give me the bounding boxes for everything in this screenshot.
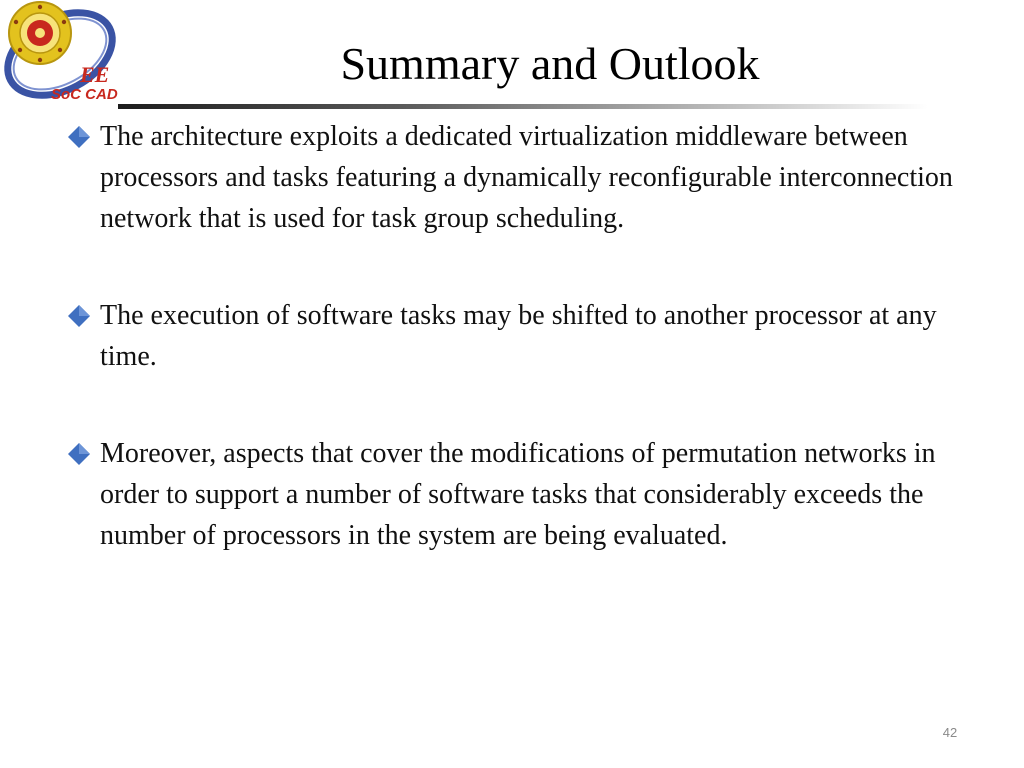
list-item bbox=[64, 433, 974, 556]
bullet-list bbox=[64, 116, 974, 612]
bullet-text: The execution of software tasks may be shifted to another processor at any time. bbox=[100, 300, 937, 372]
ee-soc-cad-logo bbox=[0, 0, 125, 108]
diamond-bullet-icon bbox=[67, 442, 91, 466]
diamond-bullet-icon bbox=[67, 125, 91, 149]
title-divider bbox=[118, 104, 928, 109]
bullet-text: Moreover, aspects that cover the modifications of permutation networks in order to support a number of software tasks that considerably exceeds the number of processors in the system are being evaluated. bbox=[100, 438, 936, 551]
list-item bbox=[64, 116, 974, 239]
slide-number: 42 bbox=[942, 725, 958, 740]
list-item bbox=[64, 295, 974, 377]
bullet-text: The architecture exploits a dedicated virtualization middleware between processors and tasks featuring a dynamically reconfigurable interconnection network that is used for task group scheduling. bbox=[100, 121, 953, 234]
diamond-bullet-icon bbox=[67, 304, 91, 328]
svg-text:SoC CAD: SoC CAD bbox=[51, 86, 118, 103]
svg-text:EE: EE bbox=[80, 62, 110, 87]
slide-title: Summary and Outlook bbox=[340, 38, 760, 89]
